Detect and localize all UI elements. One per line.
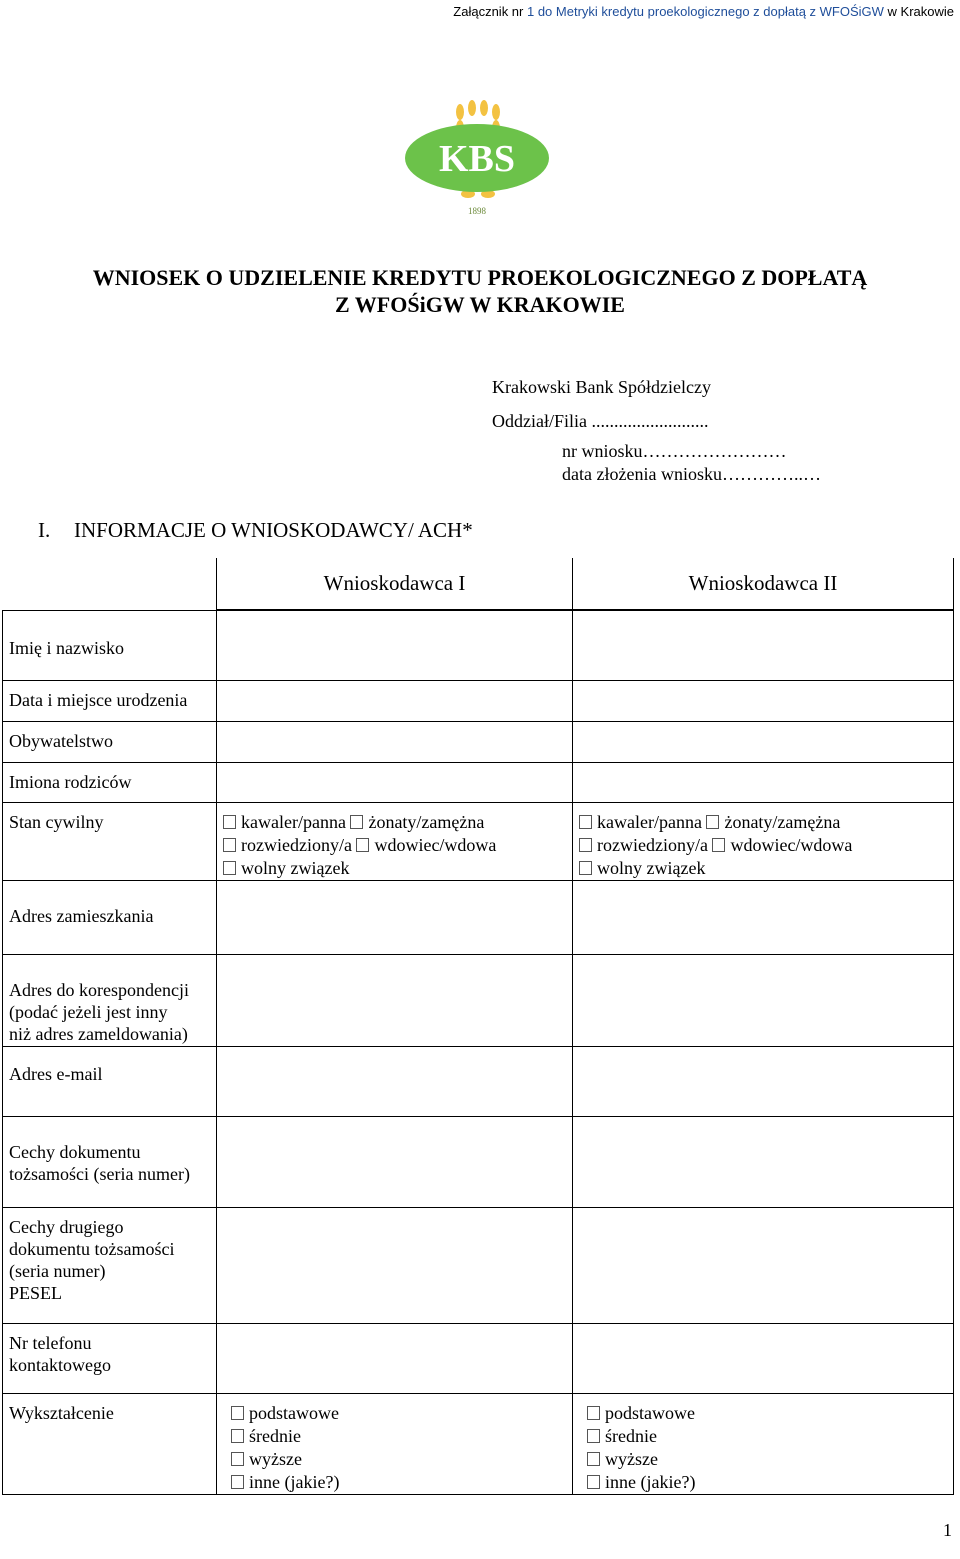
- input-id2-1[interactable]: [217, 1207, 573, 1323]
- label-line: kontaktowego: [9, 1354, 111, 1375]
- table-row: [3, 1046, 954, 1116]
- input-name-2[interactable]: [573, 610, 954, 680]
- input-id-1[interactable]: [217, 1116, 573, 1207]
- input-address-2[interactable]: [573, 880, 954, 954]
- label-line: niż adres zameldowania): [9, 1023, 188, 1044]
- col-applicant-1: Wnioskodawca I: [217, 558, 573, 610]
- row-label-address: Adres zamieszkania: [3, 880, 217, 954]
- option-label: kawaler/panna: [597, 811, 702, 832]
- input-citizenship-2[interactable]: [573, 721, 954, 762]
- option-label: średnie: [249, 1425, 301, 1446]
- page-number: 1: [943, 1520, 952, 1540]
- label-line: tożsamości (seria numer): [9, 1163, 190, 1184]
- row-label-id: [3, 1116, 217, 1207]
- title-line-2: Z WFOŚiGW W KRAKOWIE: [335, 292, 625, 317]
- checkbox[interactable]: [587, 1452, 600, 1466]
- checkbox[interactable]: [579, 861, 592, 875]
- row-label-parents: Imiona rodziców: [3, 762, 217, 802]
- row-label-education: Wykształcenie: [3, 1393, 217, 1494]
- label-line: Cechy dokumentu: [9, 1141, 141, 1162]
- checkbox[interactable]: [231, 1452, 244, 1466]
- input-parents-1[interactable]: [217, 762, 573, 802]
- checkbox[interactable]: [712, 838, 725, 852]
- input-correspondence-2[interactable]: [573, 954, 954, 1046]
- table-row: [3, 954, 954, 1046]
- row-label-id2-pesel: [3, 1207, 217, 1323]
- option-label: rozwiedziony/a: [597, 834, 708, 855]
- col-applicant-2: Wnioskodawca II: [573, 558, 954, 610]
- option-label: wdowiec/wdowa: [730, 834, 853, 855]
- row-label-citizenship: Obywatelstwo: [3, 721, 217, 762]
- input-citizenship-1[interactable]: [217, 721, 573, 762]
- row-label-email: Adres e-mail: [3, 1046, 217, 1116]
- input-phone-1[interactable]: [217, 1323, 573, 1393]
- input-birth-2[interactable]: [573, 680, 954, 721]
- checkbox[interactable]: [223, 838, 236, 852]
- checkbox[interactable]: [231, 1475, 244, 1489]
- checkbox[interactable]: [579, 815, 592, 829]
- label-line: (podać jeżeli jest inny: [9, 1001, 168, 1022]
- option-label: inne (jakie?): [605, 1471, 696, 1492]
- marital-options-1: [217, 802, 573, 880]
- option-label: kawaler/panna: [241, 811, 346, 832]
- education-options-2: [573, 1393, 954, 1494]
- bank-branch[interactable]: Oddział/Filia ..........................: [492, 411, 709, 431]
- input-parents-2[interactable]: [573, 762, 954, 802]
- row-label-birth: Data i miejsce urodzenia: [3, 680, 217, 721]
- option-label: rozwiedziony/a: [241, 834, 352, 855]
- label-line: Nr telefonu: [9, 1332, 92, 1353]
- checkbox[interactable]: [231, 1406, 244, 1420]
- option-label: wdowiec/wdowa: [374, 834, 497, 855]
- table-row: [3, 880, 954, 954]
- checkbox[interactable]: [223, 815, 236, 829]
- table-row: [3, 721, 954, 762]
- kbs-logo: [402, 100, 552, 218]
- label-line: Cechy drugiego: [9, 1216, 124, 1237]
- document-title: [0, 264, 960, 318]
- option-label: wolny związek: [597, 857, 706, 878]
- document-header-note: [453, 4, 954, 19]
- checkbox[interactable]: [223, 861, 236, 875]
- input-id2-2[interactable]: [573, 1207, 954, 1323]
- option-label: żonaty/zamężna: [724, 811, 841, 832]
- option-label: wolny związek: [241, 857, 350, 878]
- label-line: dokumentu tożsamości: [9, 1238, 175, 1259]
- checkbox[interactable]: [587, 1475, 600, 1489]
- input-address-1[interactable]: [217, 880, 573, 954]
- logo-text: KBS: [438, 138, 516, 180]
- checkbox[interactable]: [579, 838, 592, 852]
- option-label: podstawowe: [605, 1402, 695, 1423]
- section-title: INFORMACJE O WNIOSKODAWCY/ ACH*: [74, 518, 473, 542]
- section-number: I.: [38, 518, 51, 542]
- input-email-1[interactable]: [217, 1046, 573, 1116]
- option-label: wyższe: [605, 1448, 658, 1469]
- table-row: [3, 680, 954, 721]
- option-label: wyższe: [249, 1448, 302, 1469]
- bank-name: Krakowski Bank Spółdzielczy: [492, 377, 711, 397]
- header-suffix: w Krakowie: [883, 4, 954, 19]
- education-options-1: [217, 1393, 573, 1494]
- input-email-2[interactable]: [573, 1046, 954, 1116]
- application-number[interactable]: nr wniosku……………………: [562, 441, 787, 461]
- row-label-phone: [3, 1323, 217, 1393]
- row-label-marital: Stan cywilny: [3, 802, 217, 880]
- row-label-name: Imię i nazwisko: [3, 610, 217, 680]
- table-row: [3, 610, 954, 680]
- option-label: podstawowe: [249, 1402, 339, 1423]
- header-prefix: Załącznik nr: [453, 4, 527, 19]
- table-row: [3, 762, 954, 802]
- table-row: [3, 1323, 954, 1393]
- checkbox[interactable]: [231, 1429, 244, 1443]
- input-phone-2[interactable]: [573, 1323, 954, 1393]
- input-correspondence-1[interactable]: [217, 954, 573, 1046]
- header-link[interactable]: 1 do Metryki kredytu proekologicznego z dopłatą z WFOŚiGW: [526, 4, 884, 19]
- title-line-1: WNIOSEK O UDZIELENIE KREDYTU PROEKOLOGICZNEGO Z DOPŁATĄ: [92, 265, 868, 290]
- bank-info: [492, 370, 711, 438]
- table-header-row: [3, 558, 954, 610]
- checkbox[interactable]: [587, 1406, 600, 1420]
- option-label: inne (jakie?): [249, 1471, 340, 1492]
- checkbox[interactable]: [706, 815, 719, 829]
- section-heading: [38, 518, 473, 543]
- applicant-table: [2, 558, 954, 1495]
- row-label-correspondence: [3, 954, 217, 1046]
- checkbox[interactable]: [356, 838, 369, 852]
- table-row: [3, 1116, 954, 1207]
- option-label: średnie: [605, 1425, 657, 1446]
- option-label: żonaty/zamężna: [368, 811, 485, 832]
- label-line: (seria numer): [9, 1260, 106, 1281]
- input-name-1[interactable]: [217, 610, 573, 680]
- input-id-2[interactable]: [573, 1116, 954, 1207]
- table-row: [3, 1393, 954, 1494]
- label-line: PESEL: [9, 1282, 63, 1303]
- input-birth-1[interactable]: [217, 680, 573, 721]
- checkbox[interactable]: [587, 1429, 600, 1443]
- header-empty-cell: [3, 558, 217, 610]
- logo-year: 1898: [468, 206, 486, 216]
- application-number-block: [562, 440, 821, 486]
- checkbox[interactable]: [350, 815, 363, 829]
- marital-options-2: [573, 802, 954, 880]
- table-row: [3, 802, 954, 880]
- label-line: Adres do korespondencji: [9, 979, 189, 1000]
- application-date[interactable]: data złożenia wniosku…………..…: [562, 464, 821, 484]
- table-row: [3, 1207, 954, 1323]
